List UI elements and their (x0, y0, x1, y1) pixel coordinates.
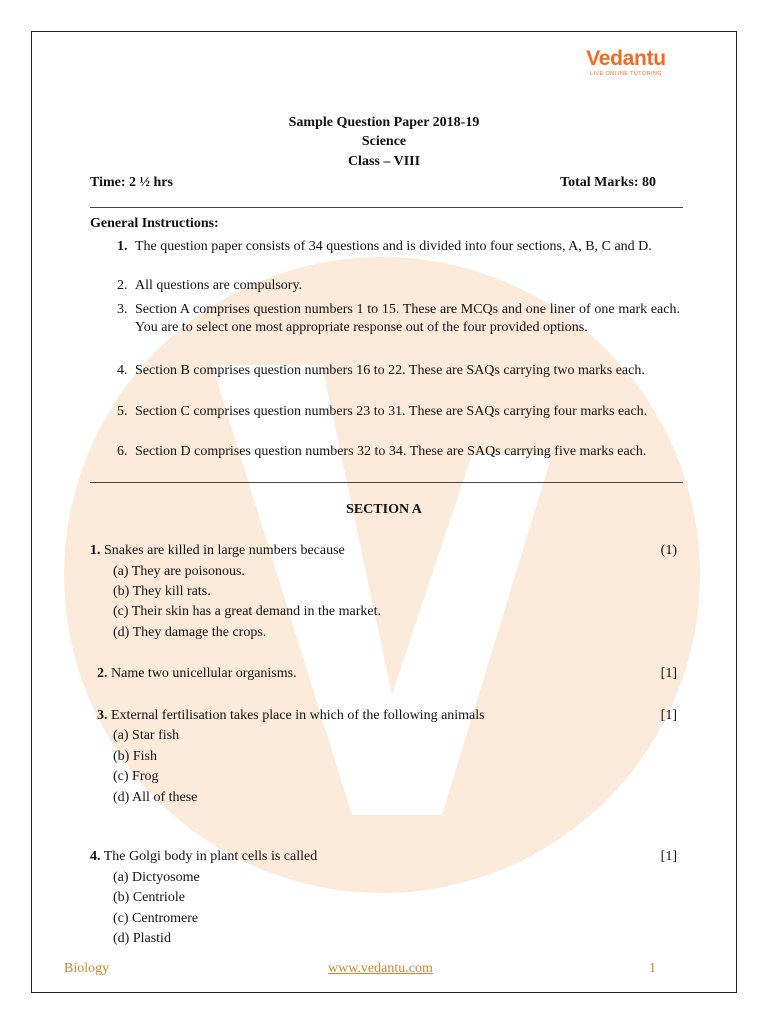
instruction-number: 5. (117, 404, 128, 419)
question-marks: [1] (660, 708, 677, 723)
question-number: 3. (97, 708, 108, 723)
divider-bottom (90, 482, 683, 483)
question-text: The Golgi body in plant cells is called (103, 849, 318, 864)
paper-subject: Science (361, 134, 407, 149)
option-d: (d) They damage the crops. (113, 625, 267, 640)
question-number: 4. (90, 849, 101, 864)
instruction-item (108, 403, 680, 421)
question-2 (97, 664, 297, 684)
instruction-number: 3. (117, 302, 128, 317)
question-1 (90, 541, 345, 561)
instruction-item (108, 238, 680, 256)
instruction-text: Section D comprises question numbers 32 to 34. These are SAQs carrying five marks each. (135, 444, 647, 459)
instruction-item (108, 443, 680, 461)
instruction-text: Section B comprises question numbers 16 to 22. These are SAQs carrying two marks each. (135, 363, 645, 378)
option-a: (a) Star fish (113, 728, 180, 743)
question-number: 1. (90, 543, 101, 558)
instruction-number: 6. (117, 444, 128, 459)
vedantu-logo (586, 48, 666, 78)
instruction-text: Section C comprises question numbers 23 to 31. These are SAQs carrying four marks each. (135, 404, 648, 419)
option-a: (a) Dictyosome (113, 870, 200, 885)
instruction-text: Section A comprises question numbers 1 to 15. These are MCQs and one liner of one mark each. You are to select one most appropriate response out of the four provided options. (135, 302, 680, 335)
option-d: (d) Plastid (113, 931, 171, 946)
logo-wordmark: Vedantu (586, 47, 666, 70)
question-marks: [1] (660, 849, 677, 864)
question-marks: [1] (660, 666, 677, 681)
question-number: 2. (97, 666, 108, 681)
instruction-item (108, 277, 680, 295)
instruction-number: 1. (117, 239, 128, 254)
instruction-number: 4. (117, 363, 128, 378)
option-d: (d) All of these (113, 790, 198, 805)
logo-tagline: LIVE ONLINE TUTORING (590, 71, 662, 77)
option-c: (c) Frog (113, 769, 159, 784)
question-marks: (1) (660, 543, 677, 558)
question-3 (97, 706, 485, 726)
footer-website-wrapper (328, 961, 433, 977)
footer-website-link[interactable]: www.vedantu.com (328, 961, 433, 976)
instruction-item (108, 301, 680, 337)
divider-top (90, 207, 683, 208)
total-marks: Total Marks: 80 (560, 175, 656, 190)
footer-page-number: 1 (649, 961, 656, 976)
option-b: (b) Centriole (113, 890, 185, 905)
footer-subject: Biology (64, 961, 110, 976)
paper-class: Class – VIII (347, 154, 421, 169)
time-allowed: Time: 2 ½ hrs (90, 175, 173, 190)
option-a: (a) They are poisonous. (113, 564, 245, 579)
option-b: (b) They kill rats. (113, 584, 211, 599)
instructions-heading: General Instructions: (90, 216, 219, 231)
question-text: Name two unicellular organisms. (111, 666, 297, 681)
paper-title: Sample Question Paper 2018-19 (288, 115, 480, 130)
option-c: (c) Centromere (113, 911, 199, 926)
instruction-text: All questions are compulsory. (135, 278, 303, 293)
instruction-text: The question paper consists of 34 questions and is divided into four sections, A, B, C and D. (135, 239, 652, 254)
question-text: Snakes are killed in large numbers because (104, 543, 345, 558)
question-4 (90, 847, 317, 867)
option-c: (c) Their skin has a great demand in the market. (113, 604, 381, 619)
question-text: External fertilisation takes place in which of the following animals (111, 708, 485, 723)
section-title: SECTION A (346, 502, 422, 517)
instruction-number: 2. (117, 278, 128, 293)
option-b: (b) Fish (113, 749, 157, 764)
instruction-item (108, 362, 680, 380)
